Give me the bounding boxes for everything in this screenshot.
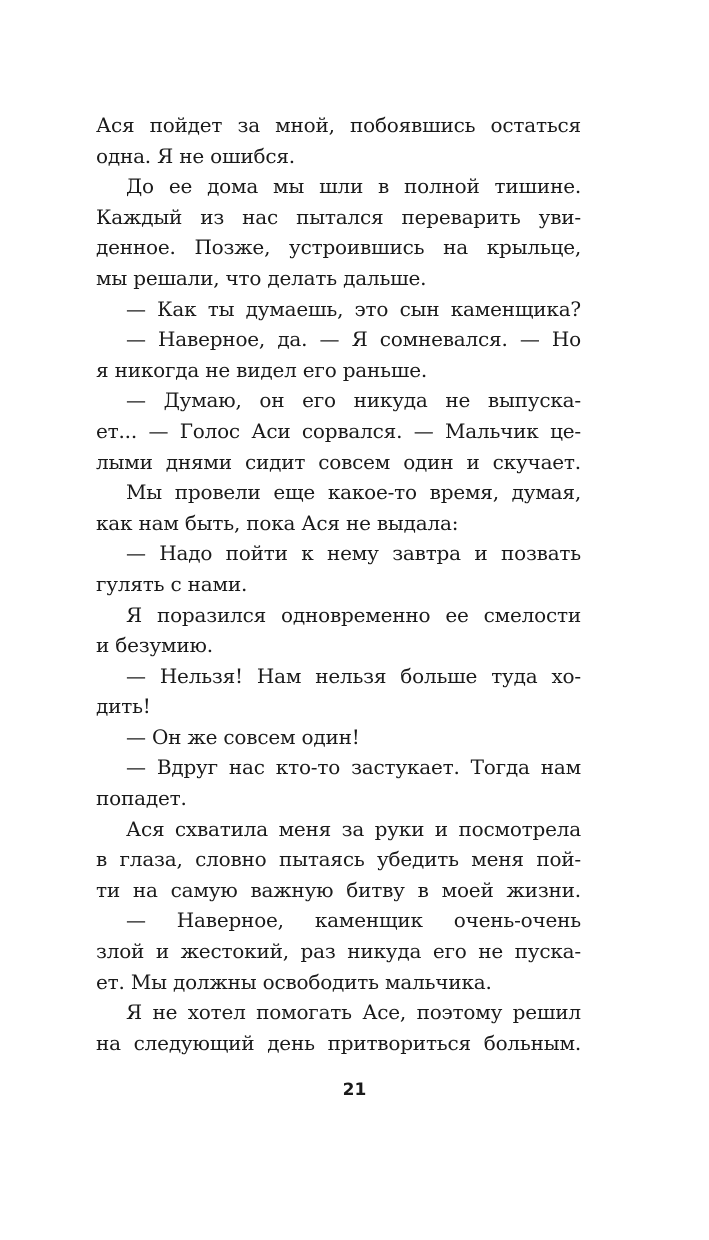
text-line: До ее дома мы шли в полной тишине. bbox=[126, 174, 581, 199]
text-line: — Как ты думаешь, это сын каменщика? bbox=[126, 296, 581, 321]
text-line: Я поразился одновременно ее смелости bbox=[126, 602, 581, 627]
text-line: — Надо пойти к нему завтра и позвать bbox=[126, 541, 581, 566]
text-line: ти на самую важную битву в моей жизни. bbox=[96, 877, 581, 902]
text-line: злой и жестокий, раз никуда его не пуска- bbox=[96, 939, 581, 964]
text-line: ет. Мы должны освободить мальчика. bbox=[96, 969, 492, 994]
page-number: 21 bbox=[342, 1080, 367, 1100]
text-line: ет... — Голос Аси сорвался. — Мальчик це- bbox=[96, 418, 581, 443]
text-line: я никогда не видел его раньше. bbox=[96, 357, 428, 382]
text-line: на следующий день притвориться больным. bbox=[96, 1030, 581, 1055]
text-line: как нам быть, пока Ася не выдала: bbox=[96, 510, 459, 535]
text-line: попадет. bbox=[96, 786, 187, 811]
text-line: дить! bbox=[96, 694, 151, 719]
text-line: Каждый из нас пытался переварить уви- bbox=[96, 204, 581, 229]
text-line: Я не хотел помогать Асе, поэтому решил bbox=[126, 1000, 581, 1025]
text-line: денное. Позже, устроившись на крыльце, bbox=[96, 235, 581, 260]
text-line: одна. Я не ошибся. bbox=[96, 143, 295, 168]
text-line: Мы провели еще какое-то время, думая, bbox=[126, 480, 581, 505]
text-line: Ася пойдет за мной, побоявшись остаться bbox=[96, 113, 581, 137]
text-line: — Наверное, каменщик очень-очень bbox=[126, 908, 581, 933]
text-line: мы решали, что делать дальше. bbox=[96, 265, 427, 290]
text-line: Ася схватила меня за руки и посмотрела bbox=[126, 816, 581, 841]
text-line: — Нельзя! Нам нельзя больше туда хо- bbox=[126, 663, 581, 688]
text-line: — Наверное, да. — Я сомневался. — Но bbox=[126, 327, 581, 352]
body-text bbox=[96, 110, 581, 1058]
text-line: — Он же совсем один! bbox=[126, 724, 360, 749]
text-line: — Думаю, он его никуда не выпуска- bbox=[126, 388, 581, 413]
text-line: и безумию. bbox=[96, 633, 213, 658]
text-line: лыми днями сидит совсем один и скучает. bbox=[96, 449, 581, 474]
text-line: — Вдруг нас кто-то застукает. Тогда нам bbox=[126, 755, 581, 780]
text-line: в глаза, словно пытаясь убедить меня пой- bbox=[96, 847, 581, 872]
text-line: гулять с нами. bbox=[96, 571, 248, 596]
